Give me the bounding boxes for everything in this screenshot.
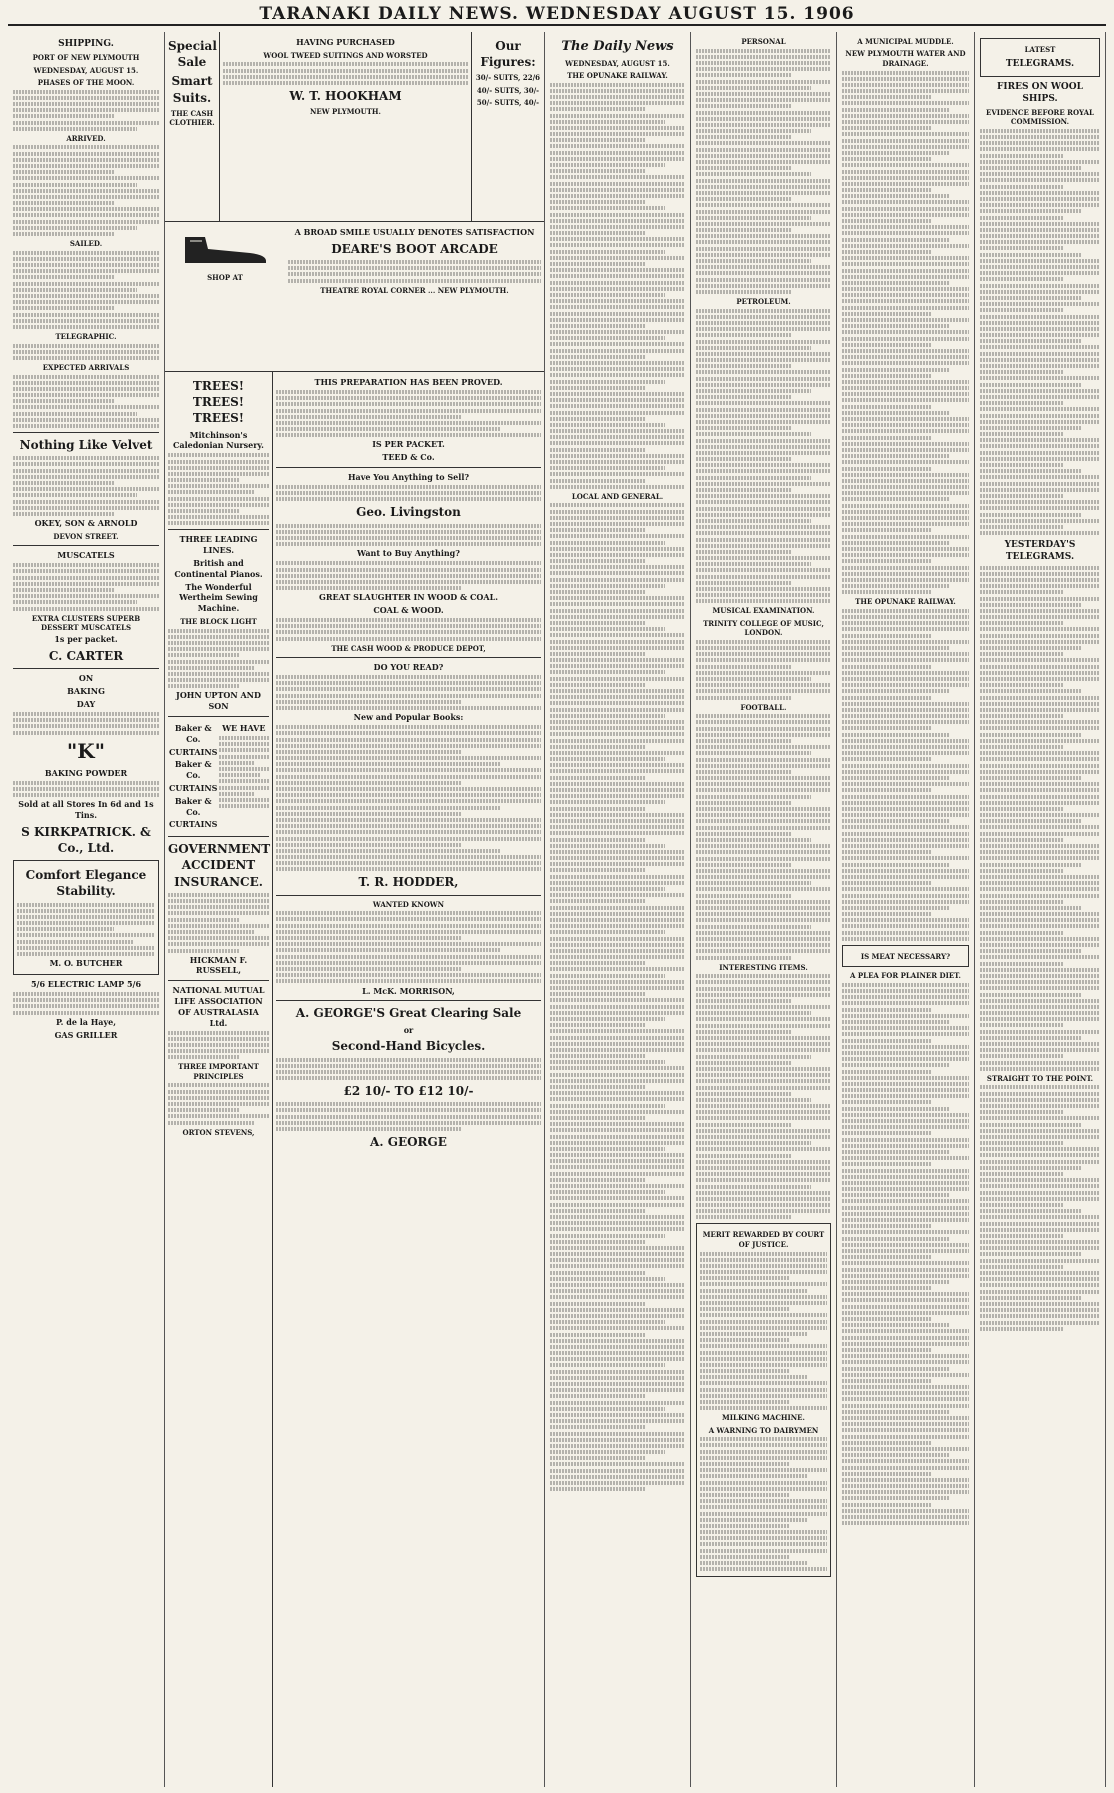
editorial-date: WEDNESDAY, AUGUST 15. (565, 58, 670, 68)
divider (276, 467, 541, 468)
opunake-railway-heading: THE OPUNAKE RAILWAY. (855, 597, 956, 607)
figures-title: Our Figures: (480, 39, 536, 70)
bicycles-text-2 (276, 1102, 541, 1131)
sailed-heading: SAILED. (69, 239, 103, 249)
butcher-title: M. O. BUTCHER (49, 958, 123, 969)
baker-left (168, 721, 219, 832)
divider (276, 1000, 541, 1001)
divider (168, 529, 269, 530)
gas-griller-title: GAS GRILLER (54, 1029, 118, 1040)
baking-day: DAY (76, 699, 96, 710)
baking-word: BAKING (67, 686, 105, 697)
curtains-word: CURTAINS (169, 746, 218, 757)
block-light-text (168, 629, 269, 689)
sell-title: Have You Anything to Sell? (347, 472, 470, 483)
baker-ad (168, 721, 269, 832)
books-list (276, 725, 541, 871)
baking-ad-text (13, 712, 159, 735)
electric-lamp-text (13, 992, 159, 1015)
k-logo: "K" (66, 738, 106, 763)
baker-name: Baker & Co. (174, 723, 212, 744)
warning-heading: A WARNING TO DAIRYMEN (708, 1425, 819, 1435)
smart-suits-title: Smart Suits. (171, 74, 213, 105)
hookham-location: NEW PLYMOUTH. (310, 107, 381, 117)
wanted-title: WANTED KNOWN (372, 899, 445, 909)
telegraphic-heading: TELEGRAPHIC. (55, 331, 117, 341)
figures-line-2: 40/- SUITS, 30/- (476, 85, 540, 95)
cash-depot: THE CASH WOOD & PRODUCE DEPOT, (331, 643, 486, 653)
personal-text (696, 49, 831, 294)
hookham-ad (220, 32, 472, 221)
milking-text (700, 1437, 827, 1571)
interesting-heading: INTERESTING ITEMS. (719, 962, 808, 972)
we-have: WE HAVE (222, 723, 266, 734)
evidence-heading: EVIDENCE BEFORE ROYAL COMMISSION. (986, 107, 1094, 127)
divider (13, 668, 159, 669)
baker-name: Baker & Co. (174, 795, 212, 817)
yesterday-text (980, 566, 1100, 1071)
upton-title: JOHN UPTON AND SON (176, 690, 261, 712)
baking-on: ON (78, 673, 94, 684)
column-telegrams (975, 32, 1106, 1787)
deare-ad-row (165, 222, 544, 372)
interesting-text (696, 974, 831, 1219)
hookham-ad-row (165, 32, 544, 222)
or-word: or (403, 1024, 414, 1035)
livingston-text (276, 524, 541, 547)
curtains-word: CURTAINS (169, 783, 218, 794)
column-municipal (837, 32, 975, 1787)
george-name: A. GEORGE (370, 1135, 447, 1150)
fires-text (980, 129, 1100, 535)
livingston-title: Geo. Livingston (356, 505, 461, 520)
hickman-title: HICKMAN F. RUSSELL, (189, 954, 248, 976)
meat-heading: IS MEAT NECESSARY? (860, 951, 951, 961)
deare-ad (285, 222, 544, 371)
yesterday-heading: YESTERDAY'S TELEGRAMS. (1004, 540, 1076, 563)
divider (168, 980, 269, 981)
baker-right (219, 721, 270, 832)
trees-title: TREES! TREES! TREES! (192, 379, 245, 426)
moon-text (13, 90, 159, 131)
wanted-text (276, 911, 541, 983)
read-text (276, 675, 541, 710)
gov-insurance-text (168, 893, 269, 953)
shipping-heading: SHIPPING. (58, 39, 114, 49)
plea-heading: A PLEA FOR PLAINER DIET. (850, 971, 961, 981)
water-heading: NEW PLYMOUTH WATER AND DRAINAGE. (845, 49, 966, 68)
haye-title: P. de la Haye, (55, 1016, 116, 1027)
okey-ad-title: OKEY, SON & ARNOLD (34, 518, 138, 529)
important-principles: THREE IMPORTANT PRINCIPLES (178, 1062, 259, 1081)
boot-icon (180, 231, 270, 267)
coal-title: COAL & WOOD. (373, 605, 444, 616)
telegrams-heading: TELEGRAMS. (1005, 59, 1075, 70)
hookham-text (223, 62, 468, 85)
arrived-text (13, 145, 159, 236)
broad-smile: A BROAD SMILE USUALLY DENOTES SATISFACTION (294, 227, 535, 237)
column-ads (165, 32, 545, 1787)
british-pianos: British and Continental Pianos. (174, 558, 263, 579)
trees-text (168, 453, 269, 525)
buy-text (276, 561, 541, 590)
shop-at: SHOP AT (207, 273, 243, 282)
deare-text (288, 260, 541, 283)
milking-heading: MILKING MACHINE. (722, 1413, 805, 1423)
port-heading: PORT OF NEW PLYMOUTH (32, 53, 140, 63)
prep-text (276, 390, 541, 437)
opunake-railway-text (842, 609, 969, 941)
column-shipping (8, 32, 165, 1787)
merit-box (696, 1223, 831, 1577)
theatre-corner: THEATRE ROYAL CORNER ... NEW PLYMOUTH. (320, 285, 509, 295)
mutual-title: NATIONAL MUTUAL LIFE ASSOCIATION OF AUSTRALASIA Ltd. (172, 985, 265, 1028)
paper-title: The Daily News (561, 39, 674, 54)
muscatels-ad-text (13, 563, 159, 610)
buy-title: Want to Buy Anything? (357, 548, 460, 559)
musical-text (696, 640, 831, 700)
principles-text (168, 1083, 269, 1124)
moon-heading: PHASES OF THE MOON. (37, 78, 135, 88)
boot-illustration (165, 222, 285, 371)
telegraphic-text (13, 344, 159, 360)
bicycle-price: £2 10/- TO £12 10/- (343, 1084, 474, 1099)
orton-title: ORTON STEVENS, (182, 1127, 255, 1137)
musical-heading: MUSICAL EXAMINATION. (712, 606, 815, 616)
local-text (550, 503, 685, 1491)
divider (276, 657, 541, 658)
prep-title: THIS PREPARATION HAS BEEN PROVED. (314, 377, 503, 387)
block-light: THE BLOCK LIGHT (180, 616, 257, 626)
wertheim: The Wonderful Wertheim Sewing Machine. (179, 581, 258, 614)
baking-powder-stores: Sold at all Stores In 6d and 1s Tins. (18, 799, 154, 820)
ads-lower-left (165, 372, 273, 1787)
latest-heading: LATEST (1024, 45, 1056, 54)
baking-powder-text (13, 781, 159, 797)
mitchinson-title: Mitchinson's Caledonian Nursery. (173, 429, 264, 451)
second-hand-title: Second-Hand Bicycles. (331, 1039, 486, 1054)
books-title: New and Popular Books: (353, 712, 464, 723)
expected-heading: EXPECTED ARRIVALS (42, 362, 130, 372)
georges-title: A. GEORGE'S Great Clearing Sale (295, 1006, 522, 1021)
football-heading: FOOTBALL. (740, 702, 787, 712)
baking-powder-title: BAKING POWDER (44, 767, 128, 778)
teed-title: TEED & Co. (382, 452, 435, 463)
ads-lower-right (273, 372, 544, 1787)
morrison-title: L. McK. MORRISON, (362, 985, 455, 996)
latest-telegrams-box (980, 38, 1100, 77)
divider (13, 545, 159, 546)
opunake-heading: THE OPUNAKE RAILWAY. (567, 70, 668, 80)
muscatels-extra: EXTRA CLUSTERS SUPERB DESSERT MUSCATELS (31, 613, 141, 633)
divider (168, 836, 269, 837)
electric-lamp-title: 5/6 ELECTRIC LAMP 5/6 (30, 978, 142, 989)
merit-text (700, 1252, 827, 1411)
football-text (696, 714, 831, 959)
water-text (842, 71, 969, 595)
coal-text (276, 618, 541, 641)
ads-lower (165, 372, 544, 1787)
hodder-title: T. R. HODDER, (358, 875, 459, 890)
kirkpatrick-title: S KIRKPATRICK. & Co., Ltd. (21, 824, 151, 855)
petroleum-heading: PETROLEUM. (736, 296, 791, 306)
read-title: DO YOU READ? (373, 662, 444, 673)
shipping-date: WEDNESDAY, AUGUST 15. (33, 65, 139, 75)
figures-line-3: 50/- SUITS, 40/- (476, 98, 540, 108)
personal-heading: PERSONAL (741, 37, 786, 46)
expected-text (13, 375, 159, 429)
meat-box (842, 945, 969, 967)
curtains-word: CURTAINS (169, 819, 218, 830)
baker-name: Baker & Co. (174, 759, 212, 781)
muddle-heading: A MUNICIPAL MUDDLE. (857, 37, 954, 46)
masthead-title: TARANAKI DAILY NEWS. WEDNESDAY AUGUST 15. 1906 (259, 4, 855, 24)
gov-insurance-title: GOVERNMENT ACCIDENT INSURANCE. (168, 842, 271, 889)
mutual-text (168, 1031, 269, 1060)
arrived-heading: ARRIVED. (66, 133, 106, 143)
petroleum-text (696, 309, 831, 604)
merit-heading: MERIT REWARDED BY COURT OF JUSTICE. (702, 1230, 825, 1249)
divider (13, 432, 159, 433)
comfort-ad (13, 860, 159, 975)
hookham-name: W. T. HOOKHAM (289, 88, 402, 103)
trinity-heading: TRINITY COLLEGE OF MUSIC, LONDON. (703, 618, 824, 638)
velvet-ad-title: Nothing Like Velvet (19, 438, 153, 453)
comfort-title: Comfort Elegance Stability. (25, 868, 147, 899)
fires-heading: FIRES ON WOOL SHIPS. (997, 81, 1083, 104)
slaughter-title: GREAT SLAUGHTER IN WOOD & COAL. (319, 592, 498, 603)
divider (276, 895, 541, 896)
masthead (8, 4, 1106, 26)
column-news (691, 32, 837, 1787)
figures-ad (472, 32, 544, 221)
bicycles-text (276, 1058, 541, 1081)
divider (168, 716, 269, 717)
straight-text (980, 1085, 1100, 1330)
special-sale-ad (165, 32, 220, 221)
cash-clothier: THE CASH CLOTHIER. (169, 108, 215, 128)
baker-text (219, 736, 270, 808)
three-leading: THREE LEADING LINES. (179, 534, 258, 556)
muscatels-price: 1s per packet. (54, 634, 118, 645)
okey-ad-street: DEVON STREET. (53, 531, 119, 541)
muscatels-ad-title: MUSCATELS (57, 550, 115, 561)
straight-heading: STRAIGHT TO THE POINT. (986, 1073, 1094, 1083)
carter-ad-title: C. CARTER (48, 649, 124, 664)
prep-price: IS PER PACKET. (372, 439, 445, 450)
special-sale-title: Special Sale (168, 39, 217, 70)
deare-title: DEARE'S BOOT ARCADE (331, 241, 498, 256)
having-purchased: HAVING PURCHASED (296, 37, 395, 47)
column-editorial (545, 32, 691, 1787)
opunake-text (550, 83, 685, 489)
wool-tweed: WOOL TWEED SUITINGS AND WORSTED (263, 50, 428, 60)
figures-line-1: 30/- SUITS, 22/6 (475, 73, 541, 83)
plea-text (842, 983, 969, 1525)
sell-text (276, 485, 541, 501)
sailed-text (13, 251, 159, 329)
local-heading: LOCAL AND GENERAL. (571, 491, 664, 501)
velvet-ad-text (13, 456, 159, 516)
comfort-text (17, 903, 155, 957)
